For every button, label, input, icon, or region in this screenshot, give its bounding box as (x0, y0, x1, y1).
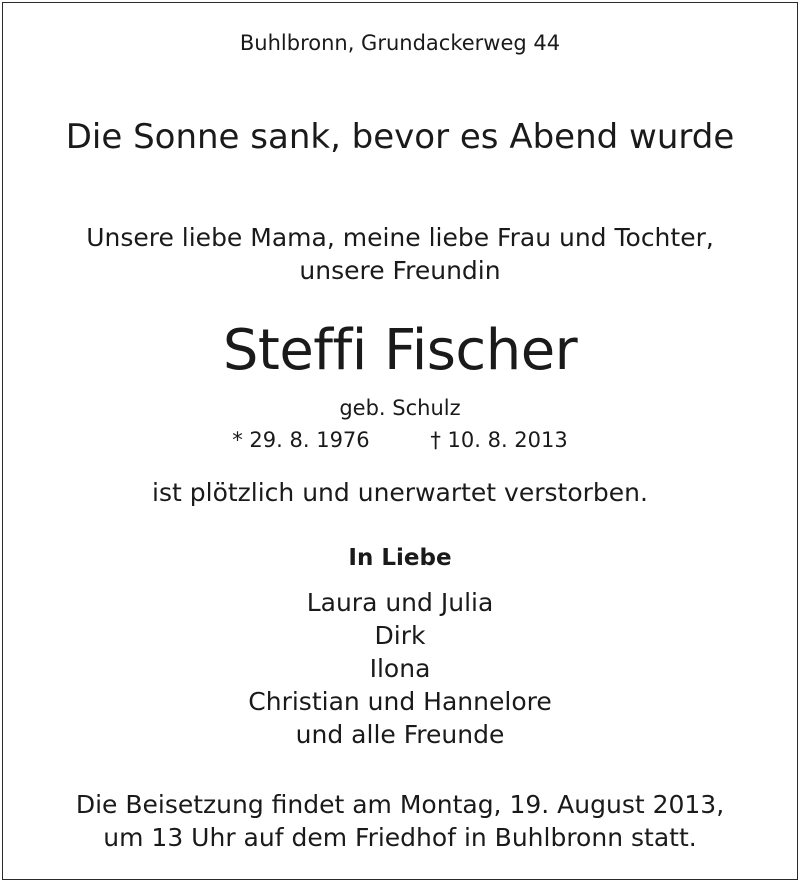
intro-line: unsere Freundin (299, 256, 501, 285)
obituary-notice (2, 2, 798, 880)
maiden-name: geb. Schulz (339, 396, 461, 420)
mourner-line: Christian und Hannelore (248, 687, 552, 716)
funeral-info-line: um 13 Uhr auf dem Friedhof in Buhlbronn statt. (103, 823, 697, 852)
birth-date: * 29. 8. 1976 (232, 428, 370, 452)
address: Buhlbronn, Grundackerweg 44 (239, 31, 561, 55)
funeral-info-line: Die Beisetzung findet am Montag, 19. August 2013, (75, 790, 725, 819)
mourner-line: Ilona (369, 654, 431, 683)
mourner-line: und alle Freunde (295, 720, 505, 749)
intro-line: Unsere liebe Mama, meine liebe Frau und Tochter, (86, 223, 714, 252)
mourner-line: Laura und Julia (306, 588, 494, 617)
life-dates (3, 430, 797, 451)
deceased-name: Steffi Fischer (222, 318, 578, 383)
death-statement: ist plötzlich und unerwartet verstorben. (152, 478, 648, 507)
mourner-line: Dirk (374, 621, 426, 650)
death-date: † 10. 8. 2013 (430, 428, 568, 452)
motto: Die Sonne sank, bevor es Abend wurde (65, 117, 735, 157)
love-heading: In Liebe (348, 545, 452, 571)
